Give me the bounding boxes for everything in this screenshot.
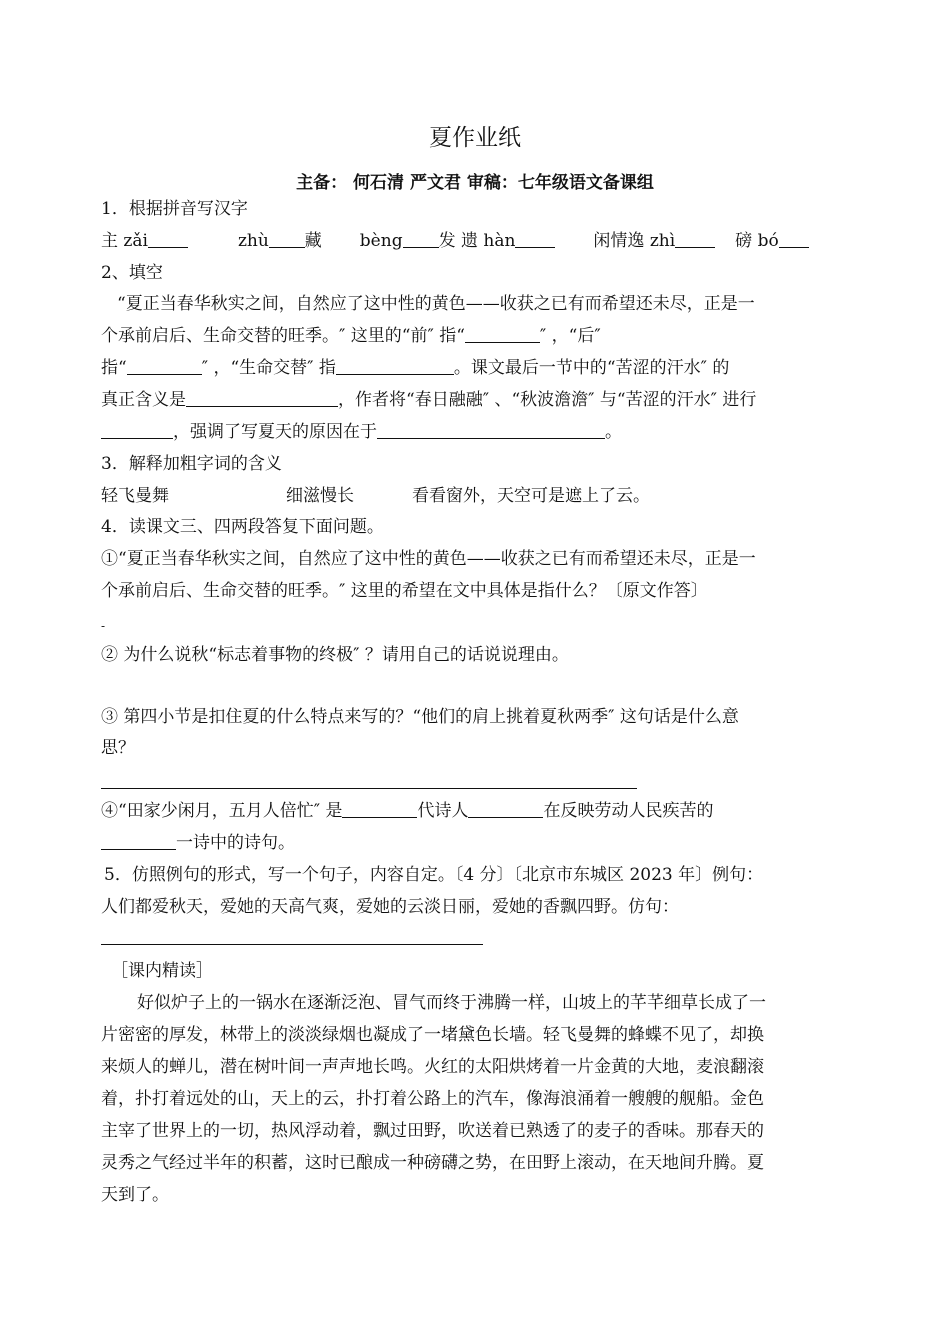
page-subtitle: 主备： 何石清 严文君 审稿：七年级语文备课组	[296, 173, 654, 193]
q2-text-life: ″ ，“生命交替″ 指	[201, 358, 336, 378]
q1-item-bo: 磅 bó	[735, 231, 779, 251]
q4-text-poem: ④“田家少闲月，五月人倍忙″ 是	[101, 801, 343, 821]
q1-blank-5[interactable]	[675, 230, 715, 248]
q2-blank-front[interactable]	[465, 325, 540, 343]
q2-line-2	[101, 325, 601, 347]
reading-line: 好似炉子上的一锅水在逐渐泛泡、冒气而终于沸腾一样，山坡上的芊芊细草长成了一	[137, 993, 766, 1013]
q1-item-beng: bèng	[359, 231, 403, 251]
q2-blank-reason[interactable]	[377, 421, 605, 439]
q1-item-zhu: zhù	[237, 231, 269, 251]
q2-blank-back[interactable]	[127, 357, 202, 375]
q4-text-poet: 代诗人	[417, 801, 469, 821]
q2-text-compare: ，作者将“春日融融″ 、“秋波澹澹″ 与“苦涩的汗水″ 进行	[338, 390, 757, 410]
q1-item-zhi: 闲情逸 zhì	[593, 231, 676, 251]
q1-item-fa-han: 发 遗 hàn	[438, 231, 516, 251]
q1-blank-3[interactable]	[403, 230, 439, 248]
q2-line-4	[101, 389, 756, 411]
q4-text-reflect: 在反映劳动人民疾苦的	[543, 801, 714, 821]
q2-blank-compare[interactable]	[101, 421, 173, 439]
q3-word-1: 轻飞曼舞	[101, 486, 169, 506]
reading-line: 灵秀之气经过半年的积蓄，这时已酿成一种磅礴之势，在田野上滚动，在天地间升腾。夏	[101, 1153, 764, 1173]
reading-line: 来烦人的蝉儿，潜在树叶间一声声地长鸣。火红的太阳烘烤着一片金黄的大地，麦浪翻滚	[101, 1057, 764, 1077]
q4-part-1-line-1: ①“夏正当春华秋实之间，自然应了这中性的黄色——收获之已有而希望还未尽，正是一	[101, 549, 756, 569]
q5-line-2: 人们都爱秋天，爱她的天高气爽，爱她的云淡日丽，爱她的香飘四野。仿句：	[101, 897, 679, 917]
q4-part-3-line-2: 思？	[101, 738, 135, 758]
q2-text-end: 。	[605, 422, 622, 442]
q4-answer-line[interactable]	[101, 788, 637, 789]
q1-items	[101, 230, 809, 252]
q2-text-reason: ，强调了写夏天的原因在于	[173, 422, 377, 442]
q2-text-sweat: 。课文最后一节中的“苦涩的汗水″ 的	[453, 358, 730, 378]
q4-part-4-line-1	[101, 800, 713, 822]
q2-text-zhi: 指“	[101, 358, 127, 378]
reading-label: ［课内精读］	[111, 961, 213, 981]
q4-text-verse: 一诗中的诗句。	[176, 833, 295, 853]
q2-heading: 2、填空	[101, 263, 163, 283]
q1-heading: 1．根据拼音写汉字	[101, 199, 248, 219]
q4-blank-title[interactable]	[101, 832, 176, 850]
page-title: 夏作业纸	[429, 125, 521, 151]
q5-answer-line[interactable]	[101, 944, 483, 945]
q1-blank-2[interactable]	[269, 230, 305, 248]
q4-blank-dynasty[interactable]	[342, 800, 417, 818]
q2-blank-meaning[interactable]	[186, 389, 338, 407]
q3-words	[101, 485, 650, 507]
reading-line: 天到了。	[101, 1185, 169, 1205]
q3-word-3: 看看窗外，天空可是遮上了云。	[412, 486, 650, 506]
q4-dash: -	[101, 619, 106, 633]
q1-item-zai: 主 zǎi	[101, 231, 148, 251]
q4-part-3-line-1: ③ 第四小节是扣住夏的什么特点来写的？“他们的肩上挑着夏秋两季″ 这句话是什么意	[101, 707, 739, 727]
q3-word-2: 细滋慢长	[286, 486, 354, 506]
q1-blank-1[interactable]	[148, 230, 188, 248]
q4-part-1-line-2: 个承前启后、生命交替的旺季。″ 这里的希望在文中具体是指什么？〔原文作答〕	[101, 581, 708, 601]
reading-line: 片密密的厚发，林带上的淡淡绿烟也凝成了一堵黛色长墙。轻飞曼舞的蜂蝶不见了，却换	[101, 1025, 764, 1045]
q1-blank-6[interactable]	[779, 230, 809, 248]
q2-text-front: 个承前启后、生命交替的旺季。″ 这里的“前″ 指“	[101, 326, 465, 346]
q2-line-5	[101, 421, 622, 443]
q4-blank-poet[interactable]	[468, 800, 543, 818]
q4-part-4-line-2	[101, 832, 295, 854]
q5-line-1: 5．仿照例句的形式，写一个句子，内容自定。〔4 分〕〔北京市东城区 2023 年〕例句：	[104, 865, 764, 885]
q1-blank-4[interactable]	[515, 230, 555, 248]
q4-heading: 4．读课文三、四两段答复下面问题。	[101, 517, 384, 537]
q2-line-3	[101, 357, 729, 379]
reading-line: 主宰了世界上的一切，热风浮动着，飘过田野，吹送着已熟透了的麦子的香味。那春天的	[101, 1121, 764, 1141]
q4-part-2: ② 为什么说秋“标志着事物的终极″ ？请用自己的话说说理由。	[101, 645, 569, 665]
q2-line-1: “夏正当春华秋实之间，自然应了这中性的黄色——收获之已有而希望还未尽，正是一	[117, 294, 755, 314]
q2-text-back: ″ ，“后″	[539, 326, 601, 346]
q3-heading: 3．解释加粗字词的含义	[101, 454, 282, 474]
q2-blank-life[interactable]	[336, 357, 454, 375]
reading-line: 着，扑打着远处的山，天上的云，扑打着公路上的汽车，像海浪涌着一艘艘的舰船。金色	[101, 1089, 764, 1109]
q2-text-meaning: 真正含义是	[101, 390, 186, 410]
q1-item-cang: 藏	[304, 231, 322, 251]
